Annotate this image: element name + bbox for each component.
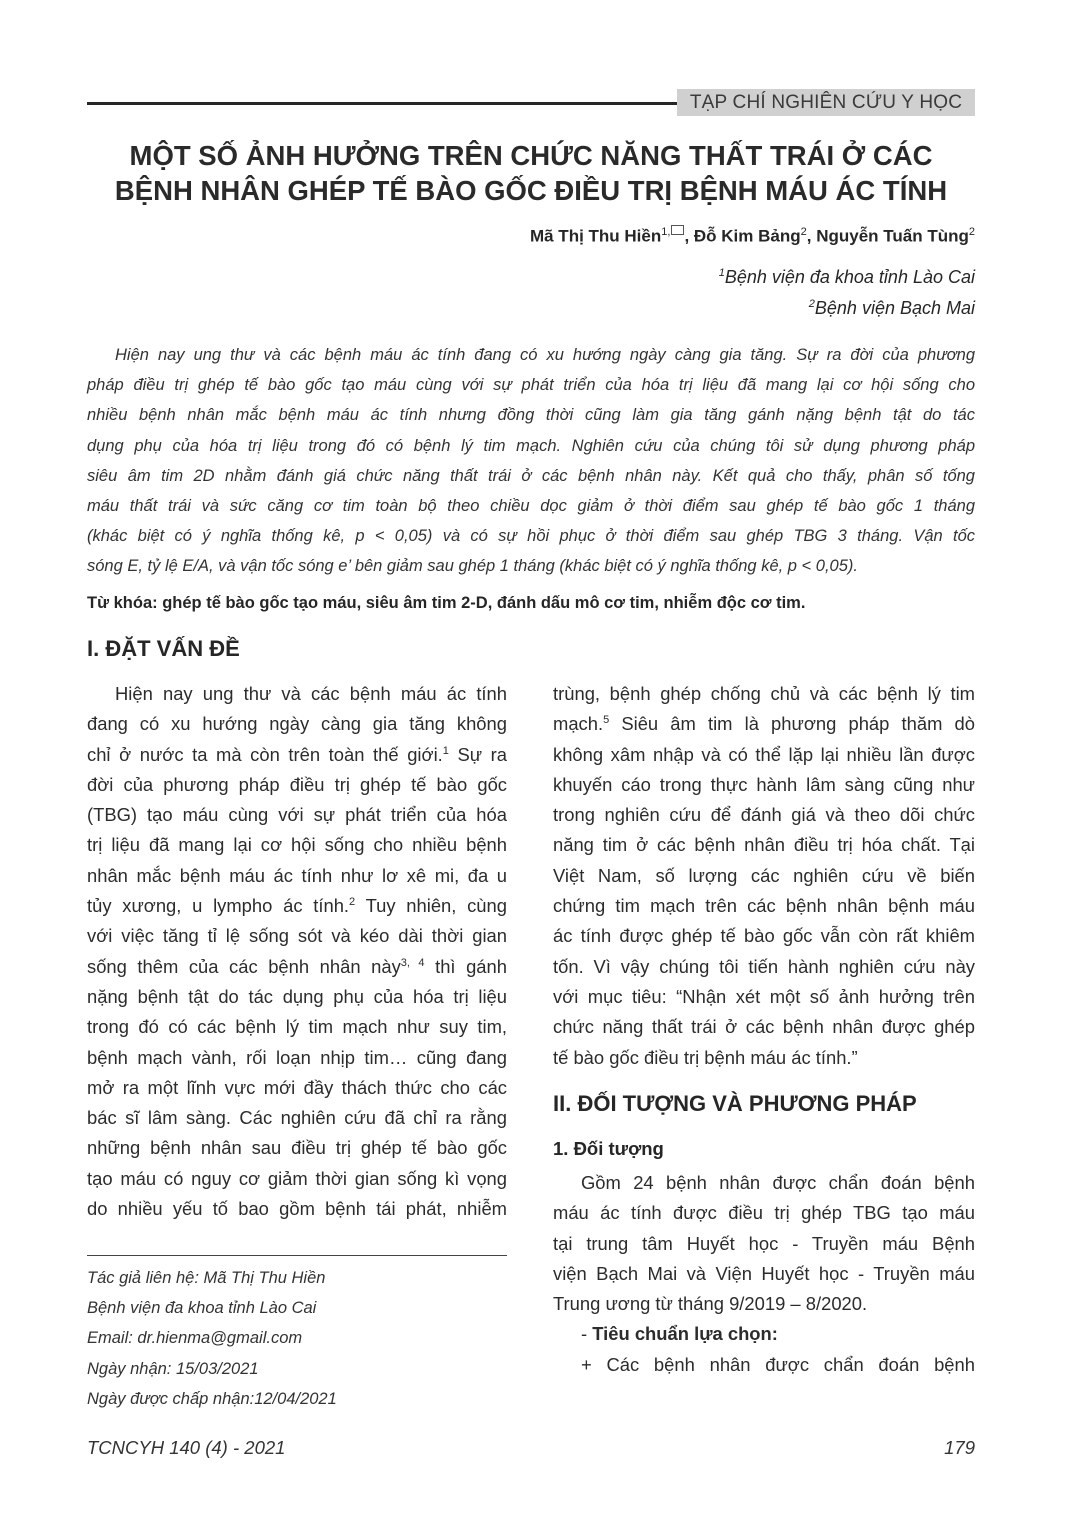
header-rule — [87, 102, 679, 105]
body-text: mạch. — [553, 713, 604, 735]
author-name: Đỗ Kim Bảng — [693, 226, 801, 246]
body-line: Việt Nam, số lượng các nghiên cứu về biến — [553, 864, 975, 886]
journal-issue: TCNCYH 140 (4) - 2021 — [87, 1437, 286, 1458]
author-sup: 1, — [661, 226, 671, 238]
author-name: Nguyễn Tuấn Tùng — [816, 226, 969, 246]
body-line — [87, 891, 507, 921]
body-line: máu ác tính được điều trị ghép TBG tạo máu — [553, 1202, 975, 1224]
journal-name: TẠP CHÍ NGHIÊN CỨU Y HỌC — [677, 89, 975, 116]
author-name: Mã Thị Thu Hiền — [529, 226, 662, 246]
citation: 2 — [349, 895, 356, 908]
right-column-intro — [553, 679, 975, 1073]
body-line: Gồm 24 bệnh nhân được chẩn đoán bệnh — [581, 1172, 975, 1193]
body-text: tủy xương, u lympho ác tính. — [87, 895, 350, 917]
body-line: bác sĩ lâm sàng. Các nghiên cứu đã chỉ ra rằng — [87, 1107, 507, 1129]
criteria-line — [553, 1319, 975, 1349]
keywords-text: ghép tế bào gốc tạo máu, siêu âm tim 2-D, đánh dấu mô cơ tim, nhiễm độc cơ tim. — [162, 594, 806, 612]
abstract-line: dụng phụ của hóa trị liệu trong đó có bệnh lý tim mạch. Nghiên cứu của chúng tôi sử dụng phương pháp — [87, 436, 975, 455]
body-line: trong đó có các bệnh lý tim mạch như suy tim, — [87, 1016, 507, 1038]
abstract-line: siêu âm tim 2D nhằm đánh giá chức năng thất trái ở các bệnh nhân này. Kết quả cho thấy, phân số tống — [87, 466, 975, 485]
body-line: trị liệu đã mang lại cơ hội sống cho nhiều bệnh — [87, 834, 507, 856]
affiliation-sup: 2 — [808, 298, 815, 310]
body-line: năng tim ở các bệnh nhân điều trị hóa chất. Tại — [553, 834, 975, 856]
body-line: với việc tăng tỉ lệ sống sót và kéo dài thời gian — [87, 925, 507, 947]
body-line: Hiện nay ung thư và các bệnh máu ác tính — [115, 683, 507, 704]
section-heading-1: I. ĐẶT VẤN ĐỀ — [87, 636, 240, 661]
body-line: ác tính được ghép tế bào gốc vẫn còn rất khiêm — [553, 925, 975, 947]
body-line: những bệnh nhân sau điều trị ghép tế bào gốc — [87, 1137, 507, 1159]
affiliation-sup: 1 — [718, 267, 725, 279]
body-line: nhân mắc bệnh máu ác tính như lơ xê mi, đa u — [87, 864, 507, 886]
body-line — [87, 952, 507, 982]
citation: 5 — [603, 714, 610, 727]
keywords-label: Từ khóa: — [87, 594, 158, 612]
abstract-line: sóng E, tỷ lệ E/A, và vận tốc sóng e’ bên giảm sau ghép 1 tháng (khác biệt có ý nghĩa thống kê, p < 0,05). — [87, 557, 858, 576]
body-text: Tuy nhiên, cùng — [355, 895, 507, 917]
author-sup: 2 — [968, 226, 975, 238]
body-line: trong nghiên cứu để đánh giá và theo dõi chức — [553, 804, 975, 826]
body-line: viện Bạch Mai và Viện Huyết học - Truyền máu — [553, 1262, 975, 1284]
body-line: chứng tim mạch trên các bệnh nhân bệnh máu — [553, 895, 975, 917]
criteria-label: Tiêu chuẩn lựa chọn: — [592, 1323, 778, 1345]
body-line: đang có xu hướng ngày càng gia tăng không — [87, 713, 507, 735]
criteria-prefix: - — [581, 1323, 593, 1345]
footnote-email: Email: dr.hienma@gmail.com — [87, 1329, 303, 1348]
footnote-contact: Tác giả liên hệ: Mã Thị Thu Hiền — [87, 1269, 326, 1287]
affiliation-text: Bệnh viện đa khoa tỉnh Lào Cai — [724, 267, 975, 287]
footnote-rule — [87, 1255, 507, 1256]
citation: 3, 4 — [400, 956, 425, 969]
abstract — [87, 340, 975, 582]
subsection-heading: 1. Đối tượng — [553, 1138, 664, 1159]
section-heading-2: II. ĐỐI TƯỢNG VÀ PHƯƠNG PHÁP — [553, 1091, 917, 1116]
body-line: khuyến cáo trong thực hành lâm sàng cũng như — [553, 773, 975, 795]
citation: 1 — [442, 744, 449, 757]
abstract-line: Hiện nay ung thư và các bệnh máu ác tính đang có xu hướng ngày càng gia tăng. Sự ra đời của phương — [115, 346, 975, 364]
affiliation-2 — [809, 298, 975, 319]
abstract-line: máu thất trái và sức căng cơ tim toàn bộ theo chiều dọc giảm ở thời điểm sau ghép tế bào gốc 1 tháng — [87, 496, 975, 515]
body-line — [87, 740, 507, 770]
body-line: tạo máu có nguy cơ giảm thời gian sống kì vọng — [87, 1167, 507, 1189]
keywords — [87, 594, 805, 613]
abstract-line: pháp điều trị ghép tế bào gốc tạo máu cùng với sự phát triển của hóa trị liệu đã mang lại cơ hội sống cho — [87, 376, 975, 395]
footnote — [87, 1263, 337, 1414]
left-column — [87, 679, 507, 1224]
title-line-2: BỆNH NHÂN GHÉP TẾ BÀO GỐC ĐIỀU TRỊ BỆNH MÁU ÁC TÍNH — [114, 175, 948, 206]
body-line: với mục tiêu: “Nhận xét một số ảnh hưởng trên — [553, 985, 975, 1007]
author-sup: 2 — [800, 226, 807, 238]
body-line — [553, 709, 975, 739]
page-number: 179 — [944, 1437, 975, 1458]
envelope-icon — [671, 225, 684, 235]
body-line: bệnh mạch vành, rối loạn nhịp tim… cũng đang — [87, 1046, 507, 1068]
body-line: tại trung tâm Huyết học - Truyền máu Bệnh — [553, 1232, 975, 1254]
body-text: Siêu âm tim là phương pháp thăm dò — [609, 713, 975, 735]
body-text: Sự ra — [448, 743, 507, 765]
footnote-received: Ngày nhận: 15/03/2021 — [87, 1359, 259, 1378]
body-text: chỉ ở nước ta mà còn trên toàn thế giới. — [87, 743, 443, 765]
body-line: do nhiều yếu tố bao gồm bệnh tái phát, nhiễm — [87, 1198, 507, 1220]
article-title — [87, 138, 975, 208]
body-line: trùng, bệnh ghép chống chủ và các bệnh lý tim — [553, 683, 975, 704]
body-line: tốn. Vì vậy chúng tôi tiến hành nghiên cứu này — [553, 955, 975, 977]
body-line: Trung ương từ tháng 9/2019 – 8/2020. — [553, 1293, 868, 1315]
affiliation-1 — [719, 267, 975, 288]
body-line: (TBG) tạo máu cùng với sự phát triển của hóa — [87, 804, 507, 826]
right-column-methods — [553, 1168, 975, 1380]
body-line: tế bào gốc điều trị bệnh máu ác tính.” — [553, 1046, 858, 1068]
body-line: chức năng thất trái ở các bệnh nhân được ghép — [553, 1016, 975, 1038]
footnote-hospital: Bệnh viện đa khoa tỉnh Lào Cai — [87, 1299, 317, 1318]
body-line: + Các bệnh nhân được chẩn đoán bệnh — [581, 1353, 975, 1375]
affiliation-text: Bệnh viện Bạch Mai — [814, 298, 975, 318]
body-line: mở ra một lĩnh vực mới đầy thách thức cho các — [87, 1076, 507, 1098]
footnote-accepted: Ngày được chấp nhận:12/04/2021 — [87, 1389, 337, 1408]
body-line: đời của phương pháp điều trị ghép tế bào gốc — [87, 773, 507, 795]
abstract-line: nhiều bệnh nhân mắc bệnh máu ác tính nhưng đồng thời cũng làm gia tăng gánh nặng bệnh tật do tác — [87, 406, 975, 425]
body-text: thì gánh — [424, 955, 507, 977]
author-list: Mã Thị Thu Hiền$^{1,}$ , Đỗ Kim Bảng$^2$, Nguyễn Tuấn Tùng$^2$ — [529, 226, 975, 246]
title-line-1: MỘT SỐ ẢNH HƯỞNG TRÊN CHỨC NĂNG THẤT TRÁI Ở CÁC — [129, 140, 933, 171]
body-line: nặng bệnh tật do tác dụng phụ của hóa trị liệu — [87, 985, 507, 1007]
body-text: sống thêm của các bệnh nhân này — [87, 955, 401, 977]
body-line: không xâm nhập và có thể lặp lại nhiều lần được — [553, 743, 975, 765]
abstract-line: (khác biệt có ý nghĩa thống kê, p < 0,05) và có sự hồi phục ở thời điểm sau ghép TBG 3 tháng. Vận tốc — [87, 527, 975, 546]
